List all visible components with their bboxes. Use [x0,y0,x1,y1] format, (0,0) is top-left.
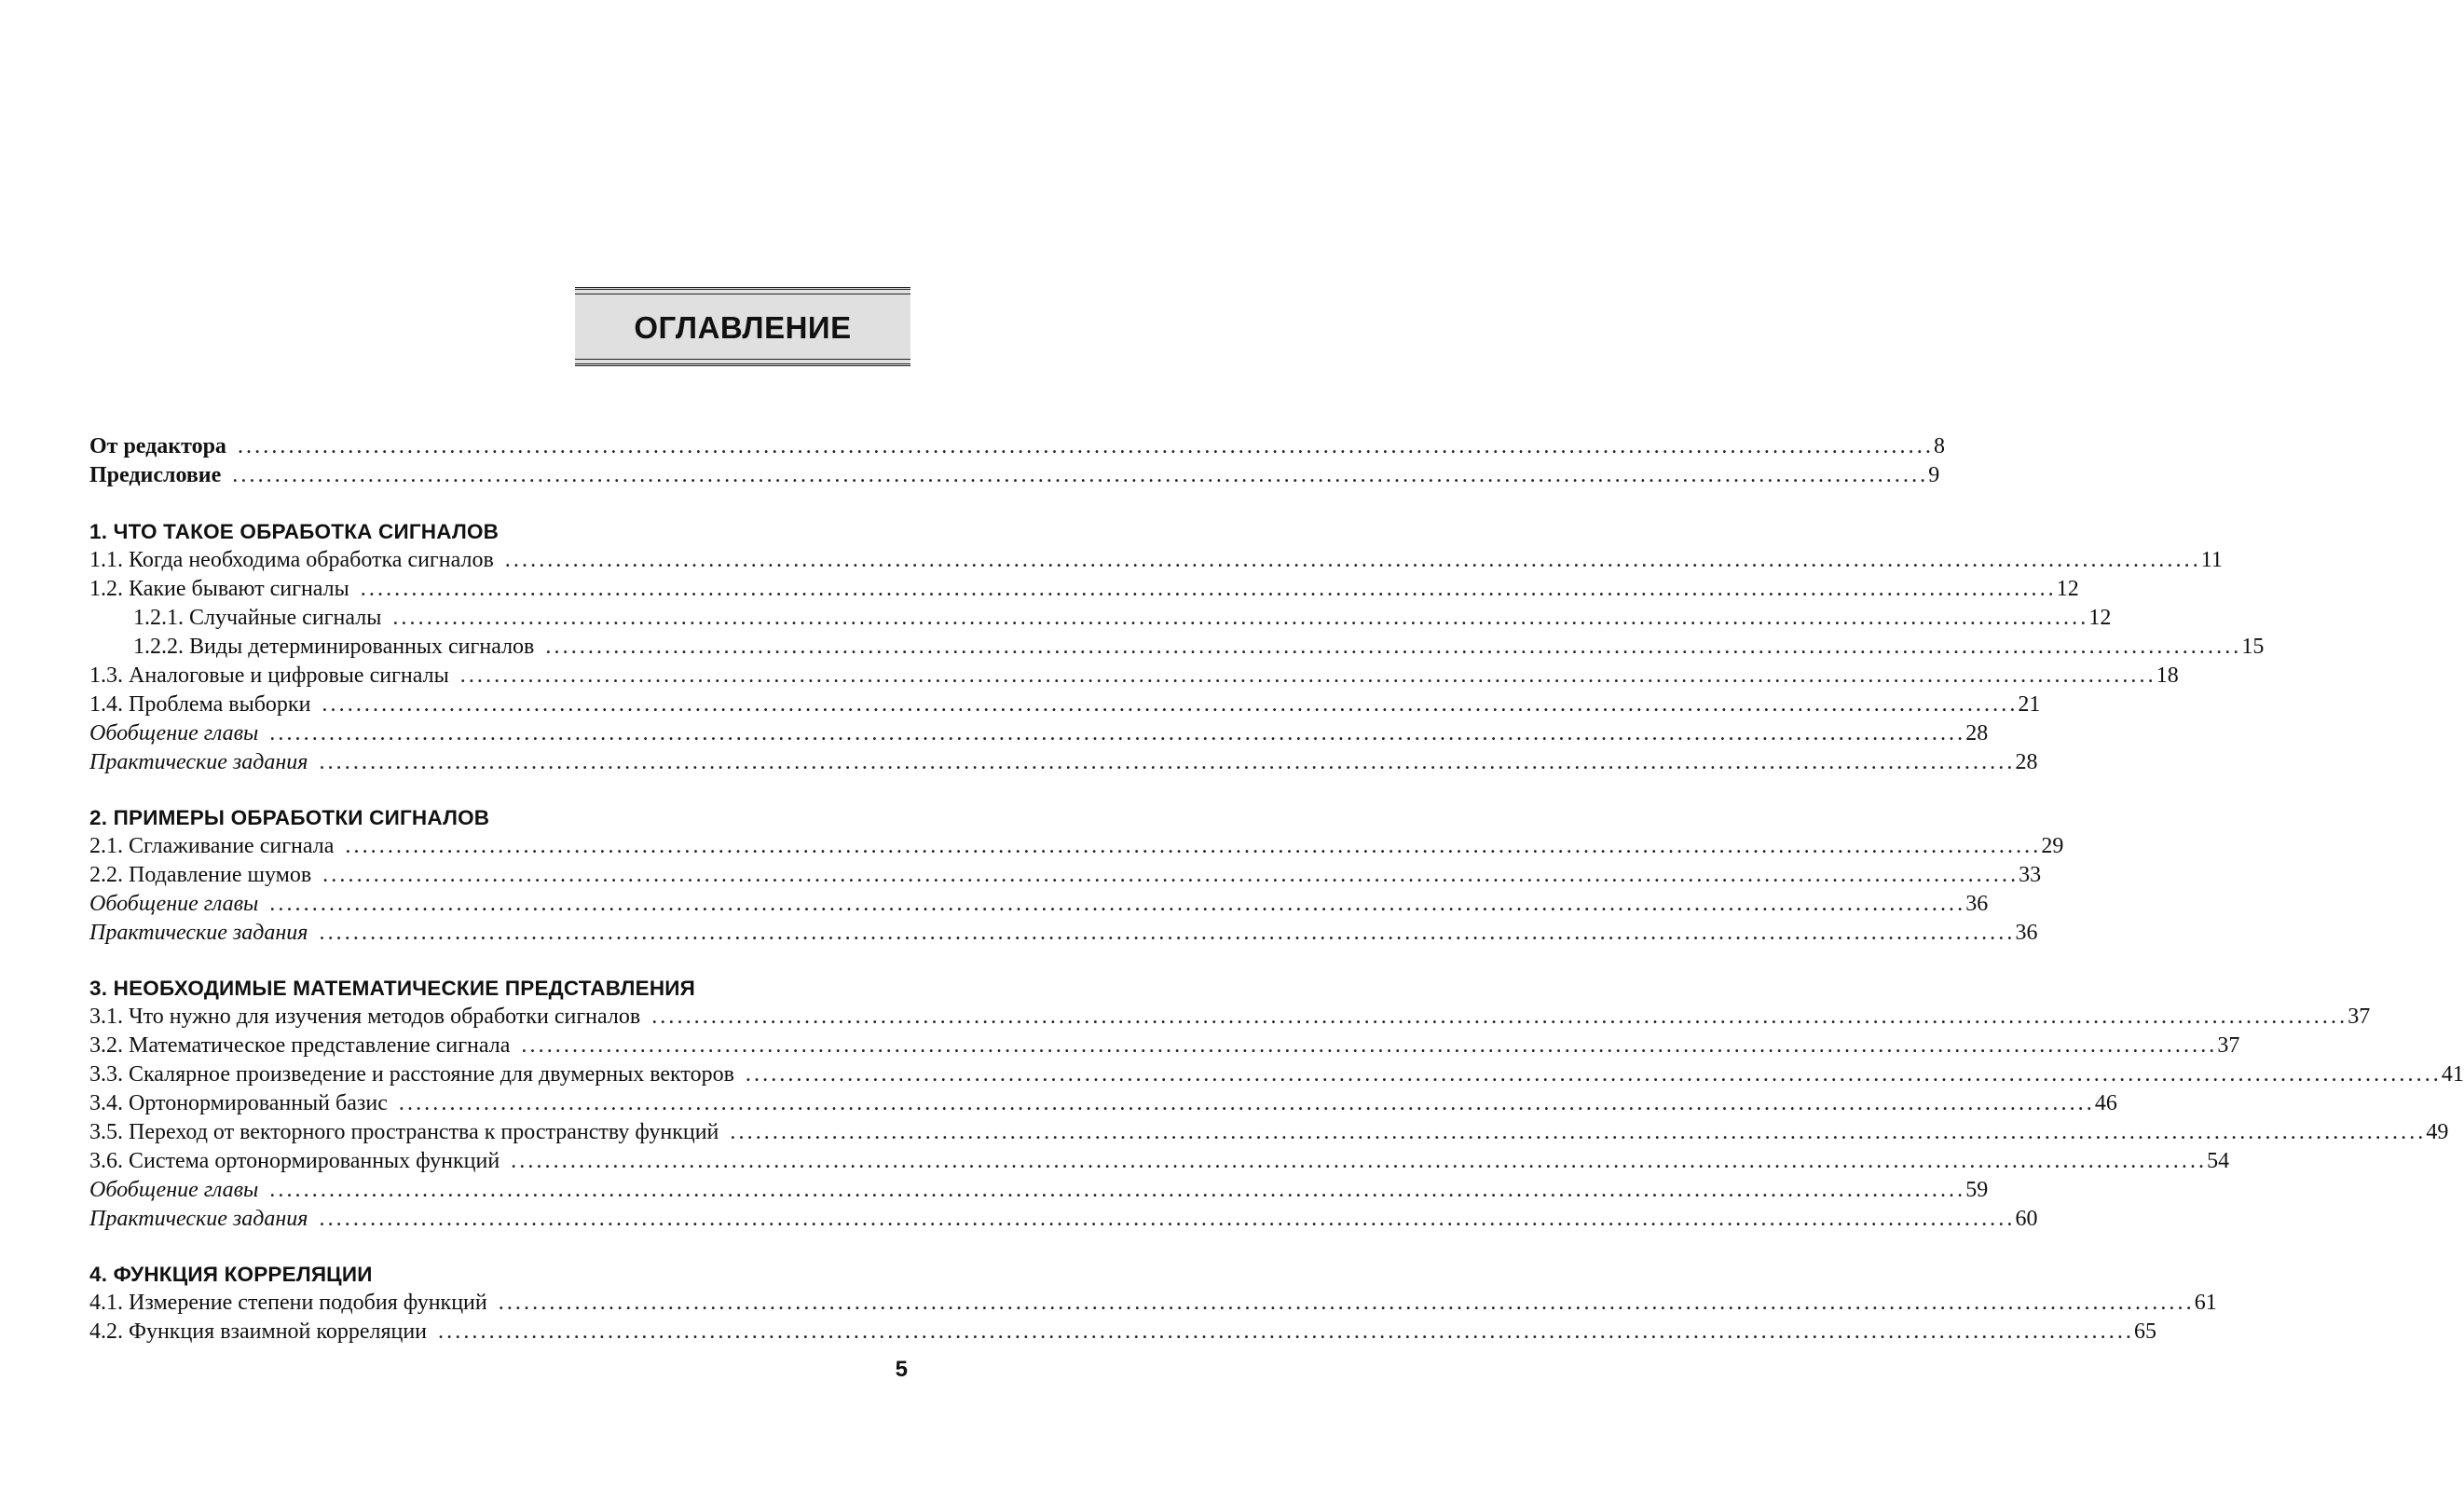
toc-entry-label: 4.2. Функция взаимной корреляции [89,1319,428,1344]
toc-entry-label: 1.2. Какие бывают сигналы [89,577,349,601]
toc-entry-page: 41 [2441,1062,2464,1087]
toc-entry-page: 36 [1965,892,1989,916]
toc-entry-label: 3.4. Ортонормированный базис [89,1091,388,1115]
toc-entry-page: 49 [2426,1120,2449,1144]
toc-entry-page: 36 [2015,921,2038,945]
toc-entry-label: Обобщение главы [89,1178,259,1202]
toc-entry-page: 9 [1928,463,1940,487]
toc-entry-page: 54 [2207,1149,2230,1173]
table-of-contents [89,432,2464,1347]
chapter-heading-4[interactable]: 4. ФУНКЦИЯ КОРРЕЛЯЦИИ [89,1263,373,1286]
toc-entry-label: 1.2.1. Случайные сигналы [133,606,382,630]
toc-entry-label: 2.2. Подавление шумов [89,863,312,887]
toc-entry-label: 3.3. Скалярное произведение и расстояние для двумерных векторов [89,1062,734,1087]
leader-dots: ........................................................................................................................................................................................................ [438,1319,2135,1344]
toc-entry-label: Предисловие [89,463,222,487]
toc-entry-page: 11 [2200,548,2223,572]
toc-entry[interactable] [89,633,2265,662]
toc-entry-label: Практические задания [89,750,308,774]
toc-entry-front-1[interactable] [89,461,1940,490]
leader-dots: ........................................................................................................................................................................................................ [730,1120,2427,1144]
leader-dots: ........................................................................................................................................................................................................ [322,863,2019,887]
toc-entry-page: 37 [2217,1033,2240,1058]
toc-entry[interactable] [89,719,1989,748]
leader-dots: ........................................................................................................................................................................................................ [360,577,2057,601]
leader-dots: ........................................................................................................................................................................................................ [745,1062,2442,1087]
toc-entry-label: 1.2.2. Виды детерминированных сигналов [133,635,535,659]
leader-dots: ........................................................................................................................................................................................................ [498,1291,2195,1315]
toc-entry-label: От редактора [89,434,226,458]
toc-entry[interactable] [89,1289,2217,1318]
leader-dots: ........................................................................................................................................................................................................ [511,1149,2208,1173]
chapter-heading-1[interactable]: 1. ЧТО ТАКОЕ ОБРАБОТКА СИГНАЛОВ [89,520,500,543]
toc-entry-front-0[interactable] [89,432,1945,461]
toc-entry-page: 46 [2094,1091,2117,1115]
leader-dots: ........................................................................................................................................................................................................ [269,1178,1966,1202]
toc-entry[interactable] [89,1003,2371,1032]
toc-entry-label: 4.1. Измерение степени подобия функций [89,1291,487,1315]
chapter-heading-2[interactable]: 2. ПРИМЕРЫ ОБРАБОТКИ СИГНАЛОВ [89,806,490,829]
toc-entry-page: 61 [2194,1291,2217,1315]
toc-entry-page: 18 [2156,663,2179,688]
toc-entry[interactable] [89,1318,2157,1347]
toc-entry[interactable] [89,1032,2240,1060]
toc-entry-label: Обобщение главы [89,721,259,745]
toc-entry[interactable] [89,1060,2464,1089]
leader-dots: ........................................................................................................................................................................................................ [398,1091,2095,1115]
toc-entry[interactable] [89,575,2079,604]
leader-dots: ........................................................................................................................................................................................................ [545,635,2242,659]
toc-entry-page: 59 [1965,1178,1989,1202]
leader-dots: ........................................................................................................................................................................................................ [651,1005,2348,1029]
leader-dots: ........................................................................................................................................................................................................ [521,1033,2218,1058]
leader-dots: ........................................................................................................................................................................................................ [269,721,1966,745]
toc-entry[interactable] [89,1147,2230,1176]
toc-entry-label: 1.4. Проблема выборки [89,692,311,717]
toc-entry[interactable] [89,748,2038,777]
toc-title-box [575,287,910,366]
leader-dots: ........................................................................................................................................................................................................ [319,750,2016,774]
toc-entry-page: 37 [2348,1005,2371,1029]
toc-entry-label: 3.5. Переход от векторного пространства к пространству функций [89,1120,719,1144]
toc-entry[interactable] [89,919,2038,948]
toc-entry-label: 3.6. Система ортонормированных функций [89,1149,500,1173]
toc-entry-label: Практические задания [89,1207,308,1231]
leader-dots: ........................................................................................................................................................................................................ [319,921,2016,945]
toc-entry-label: 3.1. Что нужно для изучения методов обработки сигналов [89,1005,641,1029]
toc-entry[interactable] [89,1118,2449,1147]
toc-entry[interactable] [89,690,2041,719]
leader-dots: ........................................................................................................................................................................................................ [504,548,2201,572]
page-number: 5 [895,1357,908,1382]
toc-entry-label: 2.1. Сглаживание сигнала [89,834,335,858]
toc-entry-page: 12 [2088,606,2112,630]
leader-dots: ........................................................................................................................................................................................................ [345,834,2042,858]
leader-dots: ........................................................................................................................................................................................................ [459,663,2156,688]
toc-entry[interactable] [89,604,2112,633]
toc-entry-page: 65 [2134,1319,2157,1344]
chapter-heading-3[interactable]: 3. НЕОБХОДИМЫЕ МАТЕМАТИЧЕСКИЕ ПРЕДСТАВЛЕНИЯ [89,977,696,1000]
toc-entry[interactable] [89,861,2042,890]
toc-entry-page: 28 [1965,721,1989,745]
toc-entry[interactable] [89,1205,2038,1234]
toc-entry[interactable] [89,546,2223,575]
toc-title: ОГЛАВЛЕНИЕ [634,310,852,345]
leader-dots: ........................................................................................................................................................................................................ [232,463,1929,487]
leader-dots: ........................................................................................................................................................................................................ [392,606,2089,630]
toc-entry[interactable] [89,832,2064,861]
toc-entry-page: 21 [2018,692,2041,717]
leader-dots: ........................................................................................................................................................................................................ [322,692,2019,717]
toc-entry[interactable] [89,890,1989,919]
toc-entry-page: 28 [2015,750,2038,774]
leader-dots: ........................................................................................................................................................................................................ [237,434,1934,458]
leader-dots: ........................................................................................................................................................................................................ [269,892,1966,916]
leader-dots: ........................................................................................................................................................................................................ [319,1207,2016,1231]
toc-entry[interactable] [89,1089,2117,1118]
toc-entry-page: 12 [2056,577,2079,601]
toc-entry-label: 1.3. Аналоговые и цифровые сигналы [89,663,449,688]
toc-entry-page: 15 [2241,635,2265,659]
toc-entry[interactable] [89,662,2179,690]
toc-entry-label: Практические задания [89,921,308,945]
toc-entry-page: 8 [1933,434,1945,458]
toc-entry-label: 1.1. Когда необходима обработка сигналов [89,548,494,572]
toc-entry[interactable] [89,1176,1989,1205]
toc-entry-label: 3.2. Математическое представление сигнала [89,1033,511,1058]
toc-entry-page: 29 [2041,834,2064,858]
toc-entry-page: 33 [2019,863,2042,887]
toc-entry-page: 60 [2015,1207,2038,1231]
toc-entry-label: Обобщение главы [89,892,259,916]
